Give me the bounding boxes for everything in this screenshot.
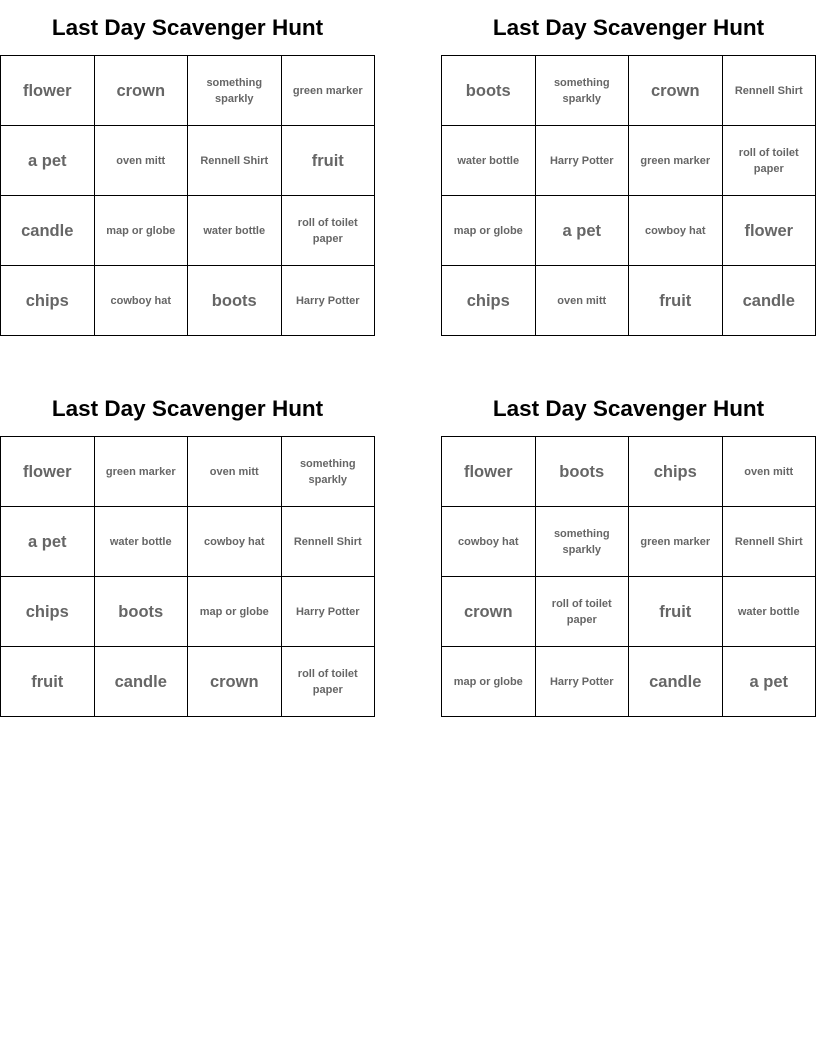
grid-cell: water bottle: [188, 196, 282, 266]
grid-row: [1, 437, 375, 507]
grid-cell: crown: [188, 647, 282, 717]
grid-cell: cowboy hat: [188, 507, 282, 577]
grid-cell: flower: [1, 56, 95, 126]
grid-cell: a pet: [722, 647, 816, 717]
grid-cell: Harry Potter: [281, 266, 375, 336]
grid-cell: green marker: [94, 437, 188, 507]
grid-cell: a pet: [535, 196, 629, 266]
grid-cell: oven mitt: [188, 437, 282, 507]
grid-cell: a pet: [1, 507, 95, 577]
grid-cell: water bottle: [722, 577, 816, 647]
grid-cell: chips: [1, 577, 95, 647]
grid-cell: map or globe: [94, 196, 188, 266]
grid-cell: fruit: [281, 126, 375, 196]
grid-cell: map or globe: [442, 647, 536, 717]
grid-cell: Harry Potter: [535, 126, 629, 196]
grid-row: [1, 577, 375, 647]
grid-cell: cowboy hat: [629, 196, 723, 266]
grid-row: [1, 647, 375, 717]
card-title: Last Day Scavenger Hunt: [51, 396, 324, 421]
grid-cell: green marker: [281, 56, 375, 126]
grid-row: [442, 266, 816, 336]
scavenger-card-1: [0, 0, 375, 336]
grid-cell: something sparkly: [188, 56, 282, 126]
grid-cell: boots: [535, 437, 629, 507]
grid-row: [442, 577, 816, 647]
scavenger-card-3: [0, 381, 375, 717]
grid-row: [1, 126, 375, 196]
grid-cell: flower: [722, 196, 816, 266]
grid-cell: roll of toilet paper: [722, 126, 816, 196]
grid-cell: Rennell Shirt: [281, 507, 375, 577]
grid-row: [442, 126, 816, 196]
grid-cell: candle: [1, 196, 95, 266]
grid-cell: chips: [629, 437, 723, 507]
grid-cell: Rennell Shirt: [188, 126, 282, 196]
grid-cell: Rennell Shirt: [722, 56, 816, 126]
grid-cell: green marker: [629, 126, 723, 196]
grid-cell: boots: [442, 56, 536, 126]
grid-row: [442, 437, 816, 507]
grid-cell: fruit: [629, 266, 723, 336]
grid-row: [1, 266, 375, 336]
grid-cell: flower: [442, 437, 536, 507]
grid-cell: roll of toilet paper: [281, 196, 375, 266]
card-title: Last Day Scavenger Hunt: [51, 15, 324, 40]
grid-cell: oven mitt: [94, 126, 188, 196]
grid-cell: roll of toilet paper: [535, 577, 629, 647]
bingo-grid: [441, 55, 816, 336]
bingo-grid: [441, 436, 816, 717]
bingo-grid: [0, 436, 375, 717]
grid-cell: candle: [629, 647, 723, 717]
grid-cell: Harry Potter: [281, 577, 375, 647]
scavenger-card-4: [441, 381, 816, 717]
grid-row: [1, 56, 375, 126]
grid-cell: water bottle: [442, 126, 536, 196]
grid-row: [442, 56, 816, 126]
card-title: Last Day Scavenger Hunt: [492, 396, 765, 421]
grid-cell: map or globe: [188, 577, 282, 647]
scavenger-card-2: [441, 0, 816, 336]
grid-row: [442, 507, 816, 577]
grid-cell: boots: [188, 266, 282, 336]
grid-cell: chips: [442, 266, 536, 336]
grid-row: [1, 196, 375, 266]
grid-row: [1, 507, 375, 577]
grid-row: [442, 196, 816, 266]
grid-cell: oven mitt: [722, 437, 816, 507]
grid-cell: map or globe: [442, 196, 536, 266]
bingo-grid: [0, 55, 375, 336]
grid-cell: something sparkly: [535, 507, 629, 577]
card-title: Last Day Scavenger Hunt: [492, 15, 765, 40]
grid-cell: boots: [94, 577, 188, 647]
grid-cell: crown: [442, 577, 536, 647]
grid-cell: Harry Potter: [535, 647, 629, 717]
grid-cell: candle: [94, 647, 188, 717]
grid-cell: something sparkly: [281, 437, 375, 507]
grid-cell: water bottle: [94, 507, 188, 577]
grid-cell: a pet: [1, 126, 95, 196]
grid-cell: candle: [722, 266, 816, 336]
grid-cell: crown: [629, 56, 723, 126]
grid-cell: cowboy hat: [442, 507, 536, 577]
grid-row: [442, 647, 816, 717]
grid-cell: oven mitt: [535, 266, 629, 336]
grid-cell: Rennell Shirt: [722, 507, 816, 577]
grid-cell: green marker: [629, 507, 723, 577]
grid-cell: something sparkly: [535, 56, 629, 126]
grid-cell: roll of toilet paper: [281, 647, 375, 717]
grid-cell: flower: [1, 437, 95, 507]
grid-cell: fruit: [1, 647, 95, 717]
grid-cell: fruit: [629, 577, 723, 647]
grid-cell: chips: [1, 266, 95, 336]
grid-cell: crown: [94, 56, 188, 126]
grid-cell: cowboy hat: [94, 266, 188, 336]
